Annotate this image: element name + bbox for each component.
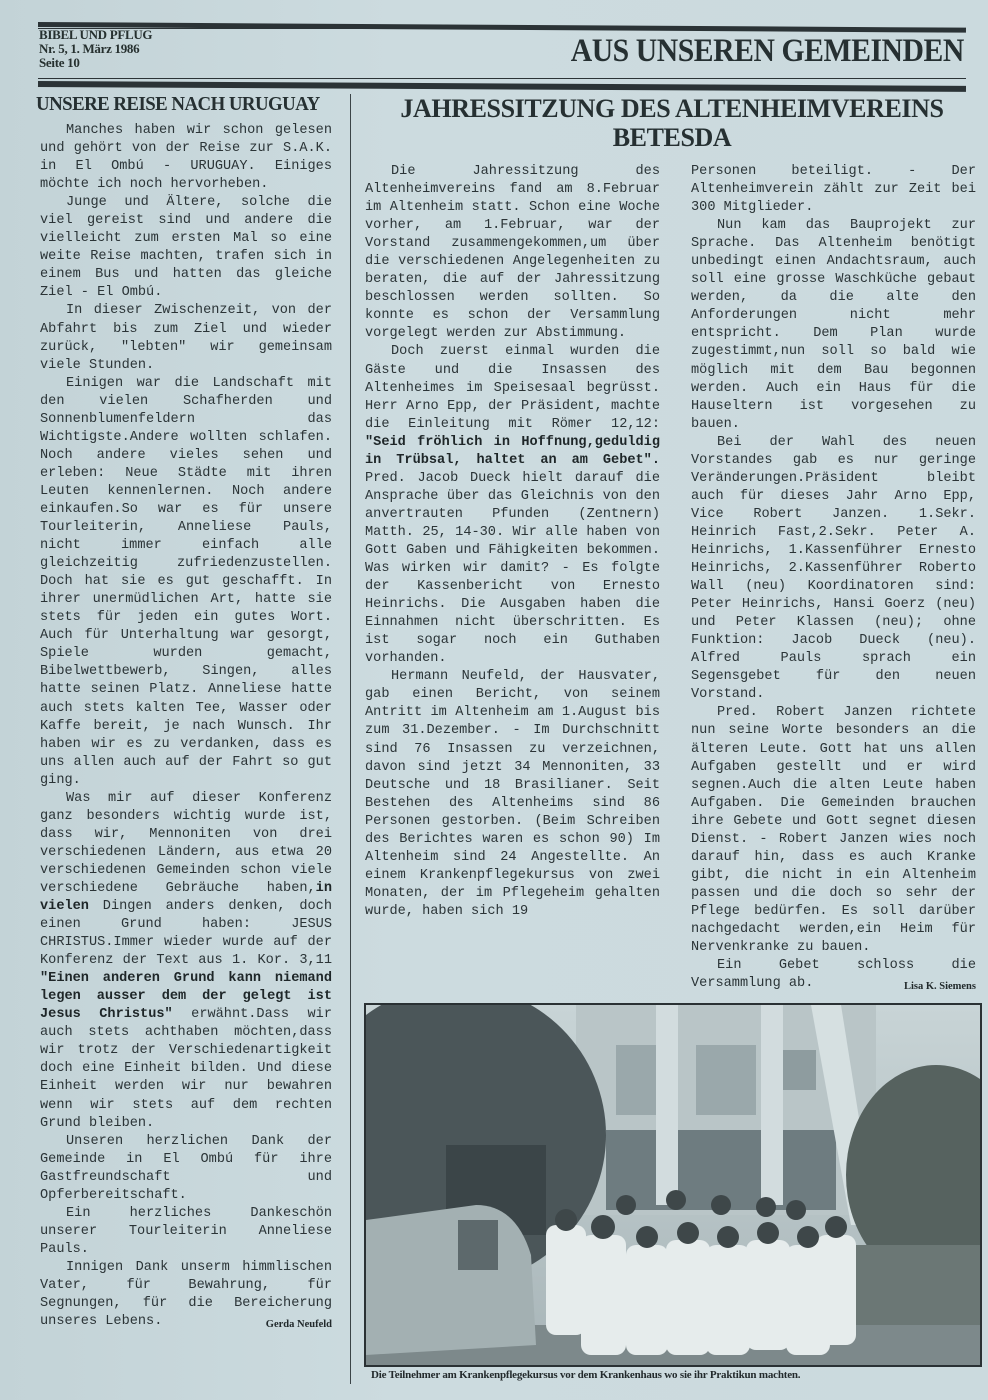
paragraph: Hermann Neufeld, der Hausvater, gab einen Bericht, von seinem Antritt im Altenheim am 1.August bis zum 31.Dezember. - Im Durchschnitt sind 76 Insassen zu verzeichnen, davon sind jetzt 34 Mennoniten, 33 Deutsche und 18 Brasilianer. Seit Bestehen des Altenheims sind 86 Personen gestorben. (Beim Schreiben des Berichtes waren es schon 90) Im Altenheim sind 24 Angestellte. An einem Krankenpflegekursus von zwei Monaten, der im Pflegeheim gehalten wurde, haben sich 19 <box>365 669 660 919</box>
header-rule-bottom-thin <box>38 78 966 79</box>
pillar <box>656 1005 678 1205</box>
paragraph <box>691 957 976 993</box>
paragraph: In dieser Zwischenzeit, von der Abfahrt bis zum Ziel und wieder zurück, "lebten" wir gemeinsam viele Stunden. <box>40 303 332 373</box>
paragraph: Einigen war die Landschaft mit den vielen Schafherden und Sonnenblumenfeldern das Wichtigste.Andere wollten schlafen. Noch andere vieles sehen und erleben: Neue Städte mit ihren Leuten kennenlernen. Noch andere einkaufen.So war es für unsere Tourleiterin, Anneliese Pauls, nicht immer einfach alle gleichzeitig zufriedenzustellen. Doch hat sie es gut geschafft. In ihrer unermüdlichen Art, hatte sie stets für jeden ein gutes Wort. Auch für Unterhaltung war gesorgt, Spiele wurden gemacht, Bibelwettbewerb, Singen, alles hatte seinen Platz. Anneliese hatte auch stets kalten Tee, Wasser oder Kaffe bereit, je nach Wunsch. Ihr haben wir es zu verdanken, dass es uns allen auch auf der Fahrt so gut ging. <box>40 375 332 788</box>
main-article-column-1 <box>365 163 660 921</box>
lawn <box>846 1245 980 1325</box>
bible-quote: "Seid fröhlich in Hoffnung,geduldig in Trübsal, haltet an am Gebet". <box>365 434 660 468</box>
paragraph: Junge und Ältere, solche die viel gereist sind und andere die vielleicht zum ersten Mal so eine weite Reise machten, trafen sich in einem Bus und hatten das gleiche Ziel - El Ombú. <box>40 195 332 301</box>
paragraph: Ein herzliches Dankeschön unserer Tourleiterin Anneliese Pauls. <box>40 1205 332 1257</box>
photo-caption: Die Teilnehmer am Krankenpflegekursus vor dem Krankenhaus wo sie ihr Praktikun machten. <box>371 1369 801 1381</box>
paragraph: Personen beteiligt. - Der Altenheimverein zählt zur Zeit bei 300 Mitglieder. <box>691 164 976 216</box>
pillar <box>761 1005 783 1205</box>
main-article-headline: JAHRESSITZUNG DES ALTENHEIMVEREINS BETESDA <box>400 94 944 152</box>
paragraph: Pred. Robert Janzen richtete nun seine Worte besonders an die älteren Leute. Gott hat uns allen Aufgaben gestellt und er wird segnen.Auch die alten Leute haben Aufgaben. Die Gemeinden brauchen ihre Gebete und Gott segnet diesen Dienst. - Robert Janzen wies noch darauf hin, dass es auch Kranke gibt, die nicht in ein Altenheim passen und die doch so sehr der Pflege bedürfen. Es soll darüber nachgedacht werden,ein Heim für Nervenkranke zu bauen. <box>691 705 976 956</box>
header-rule-bottom <box>38 81 966 92</box>
page-number: Seite 10 <box>39 55 80 70</box>
paragraph: Die Jahressitzung des Altenheimvereins fand am 8.Februar im Altenheim statt. Schon eine Woche vorher, am 1.Februar, war der Vorstand zusammengekommen,um über die verschiedenen Angelegenheiten zu beraten, die auf der Jahressitzung beschlossen werden sollten. So konnte es schon der Versammlung vorgelegt werden zur Abstimmung. <box>365 164 660 342</box>
text: Pred. Jacob Dueck hielt darauf die Ansprache über das Gleichnis von den anvertrauten Pfunden (Zentnern) Matth. 25, 14-30. Wir alle haben von Gott Gaben und Fähigkeiten bekommen. Was wirken wir damit? - Es folgte der Kassenbericht von Ernesto Heinrichs. Die Ausgaben haben die Einnahmen nicht überschritten. Es ist sogar noch ein Guthaben vorhanden. <box>365 470 660 667</box>
text: Dingen anders denken, doch einen Grund haben: JESUS CHRISTUS.Immer wieder wurde auf der Konferenz der Text aus 1. Kor. 3,11 <box>40 899 332 969</box>
left-article-body <box>40 122 332 1334</box>
text: Innigen Dank unserm himmlischen Vater, für Bewahrung, für Segnungen, für die Bereicherung unseres Lebens. <box>40 1259 332 1330</box>
author-signature: Lisa K. Siemens <box>903 981 976 993</box>
masthead <box>39 28 152 70</box>
text: Ein Gebet schloss die Versammlung ab. <box>691 958 976 992</box>
column-divider <box>350 94 351 1384</box>
publication-name: BIBEL UND PFLUG <box>39 27 153 42</box>
group-photo <box>364 1003 982 1367</box>
paragraph: Nun kam das Bauprojekt zur Sprache. Das Altenheim benötigt unbedingt einen Andachtsraum, auch soll eine grosse Waschküche gebaut werden, da die alte den Anforderungen nicht mehr entspricht. Dem Plan wurde zugestimmt,nun soll so bald wie möglich mit dem Bau begonnen werden. Auch ein Haus für die Hauseltern ist vorgesehen zu bauen. <box>691 218 976 432</box>
text: erwähnt.Dass wir auch stets achthaben möchten,dass wir trotz der Verschiedenartigkeit doch eine Einheit bilden. Und diese Einheit werden wir nur bewahren wenn wir stets auf dem rechten Grund bleiben. <box>40 1007 332 1131</box>
paragraph <box>40 790 332 1133</box>
text: Was mir auf dieser Konferenz ganz besonders wichtig wurde ist, dass wir, Mennoniten von drei verschiedenen Ländern, aus etwa 20 verschiedenen Gemeinden schon viele verschiedene Gebräuche haben, <box>40 790 332 896</box>
paragraph <box>40 1259 332 1331</box>
bible-quote: "Einen anderen Grund kann niemand legen ausser dem der gelegt ist Jesus Christus" <box>40 971 332 1023</box>
header-rule-top-thin <box>38 28 966 29</box>
photo-illustration <box>366 1005 980 1365</box>
section-title: AUS UNSEREN GEMEINDEN <box>570 33 964 69</box>
paragraph: Bei der Wahl des neuen Vorstandes gab es nur geringe Veränderungen.Präsident bleibt auch für dieses Jahr Arno Epp, Vice Robert Janzen. 1.Sekr. Heinrich Fast,2.Sekr. Peter A. Heinrichs, 1.Kassenführer Ernesto Heinrichs, 2.Kassenführer Roberto Wall (neu) Koordinatoren sind: Peter Heinrichs, Hansi Goerz (neu) und Peter Klassen (neu); ohne Funktion: Jacob Dueck (neu). Alfred Pauls sprach ein Segensgebet für den neuen Vorstand. <box>691 434 976 703</box>
author-signature: Gerda Neufeld <box>265 1319 332 1331</box>
paragraph <box>365 343 660 668</box>
paragraph: Unseren herzlichen Dank der Gemeinde in El Ombú für ihre Gastfreundschaft und Opferbereitschaft. <box>40 1133 332 1203</box>
left-article-headline: UNSERE REISE NACH URUGUAY <box>36 93 320 115</box>
text: Doch zuerst einmal wurden die Gäste und die Insassen des Altenheimes im Speisesaal begrüsst. Herr Arno Epp, der Präsident, machte die Einleitung mit Römer 12,12: <box>365 344 660 432</box>
issue-info: Nr. 5, 1. März 1986 <box>39 41 140 56</box>
main-article-column-2 <box>691 163 976 996</box>
paragraph: Manches haben wir schon gelesen und gehört von der Reise zur S.A.K. in El Ombú - URUGUAY. Einiges möchte ich noch hervorheben. <box>40 123 332 193</box>
truck-window <box>458 1220 498 1270</box>
truck <box>366 1205 536 1355</box>
emphasis: in vielen <box>40 880 332 915</box>
window <box>696 1045 756 1115</box>
